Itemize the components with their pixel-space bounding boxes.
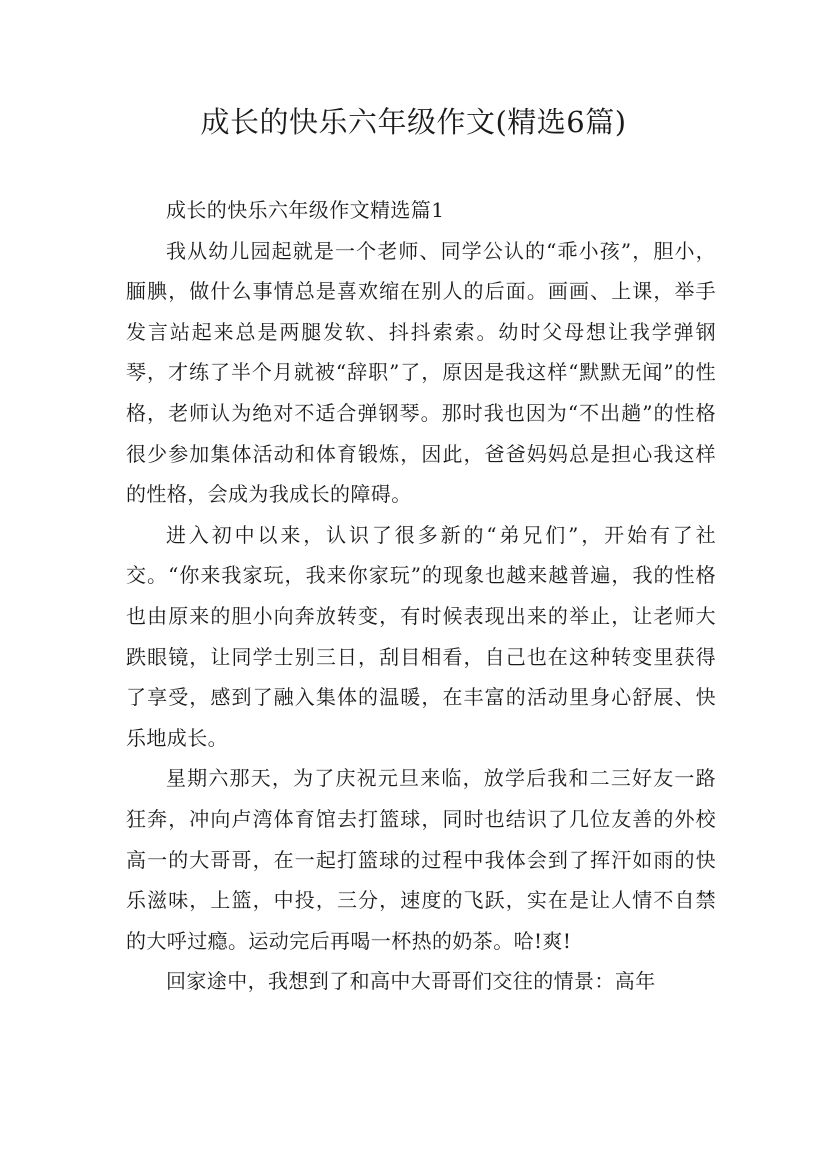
document-title: 成长的快乐六年级作文(精选6篇)	[200, 105, 627, 139]
section-heading: 成长的快乐六年级作文精选篇1	[166, 198, 445, 222]
paragraph: 进入初中以来，认识了很多新的“弟兄们”，开始有了社交。“你来我家玩，我来你家玩”的现象也越来越普遍，我的性格也由原来的胆小向奔放转变，有时候表现出来的举止，让老师大跌眼镜，让同学士别三日，刮目相看，自己也在这种转变里获得了享受，感到了融入集体的温暖，在丰富的活动里身心舒展、快乐地成长。	[126, 522, 716, 750]
paragraph: 我从幼儿园起就是一个老师、同学公认的“乖小孩”，胆小，腼腆，做什么事情总是喜欢缩在别人的后面。画画、上课，举手发言站起来总是两腿发软、抖抖索索。幼时父母想让我学弹钢琴，才练了半个月就被“辞职”了，原因是我这样“默默无闻”的性格，老师认为绝对不适合弹钢琴。那时我也因为“不出趟”的性格很少参加集体活动和体育锻炼，因此，爸爸妈妈总是担心我这样的性格，会成为我成长的障碍。	[126, 238, 716, 507]
document-body	[126, 190, 716, 1002]
paragraph: 回家途中，我想到了和高中大哥哥们交往的情景：高年	[166, 969, 656, 994]
paragraph: 星期六那天，为了庆祝元旦来临，放学后我和二三好友一路狂奔，冲向卢湾体育馆去打篮球，同时也结识了几位友善的外校高一的大哥哥，在一起打篮球的过程中我体会到了挥汗如雨的快乐滋味，上篮，中投，三分，速度的飞跃，实在是让人情不自禁的大呼过瘾。运动完后再喝一杯热的奶茶。哈!爽!	[126, 766, 716, 953]
